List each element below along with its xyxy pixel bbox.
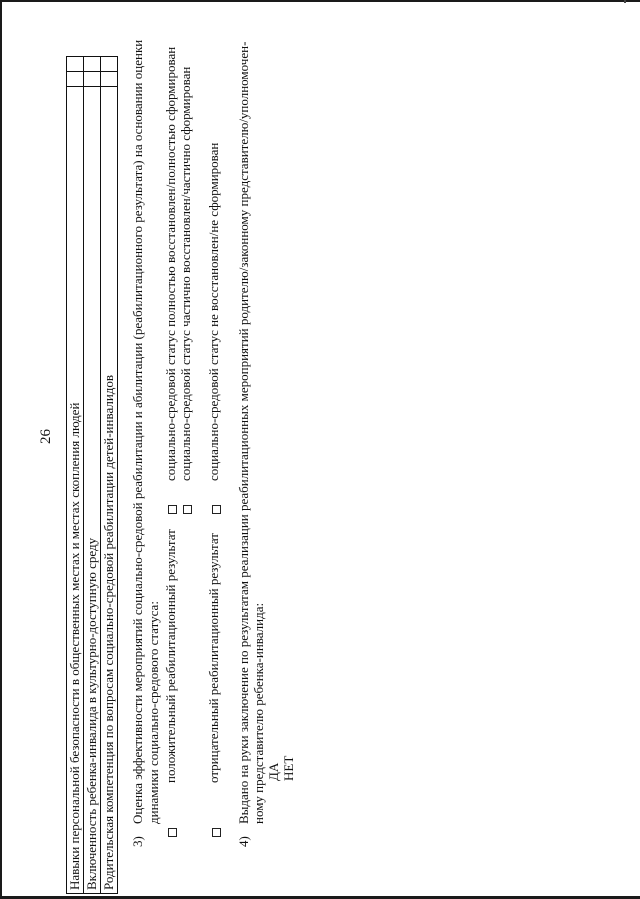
table-cell-mark [101, 57, 118, 72]
table-row [67, 57, 84, 894]
status-partial-checkbox[interactable] [183, 505, 192, 514]
table-cell-mark [67, 57, 84, 72]
yes-option: ДА [266, 762, 281, 781]
table-cell-mark [101, 72, 118, 87]
section4-heading-line2: ному представителю ребенка-инвалида: [251, 602, 266, 824]
status-none-label: социально-средовой статус не восстановлен/не сформирован [206, 142, 221, 481]
status-partial-label: социально-средовой статус частично восстановлен/частично сформирован [178, 66, 193, 481]
section3-heading-line1: Оценка эффективности мероприятий социально-средовой реабилитации и абилитации (реабилитационного результата) на основании оценки [130, 39, 145, 824]
status-full-label: социально-средовой статус полностью восстановлен/полностью сформирован [163, 46, 178, 481]
no-option: НЕТ [281, 755, 296, 781]
table-row [84, 57, 101, 894]
table-cell-mark [84, 57, 101, 72]
section4-heading-line1: Выдано на руки заключение по результатам реализации реабилитационных мероприятий родителю/законному представителю/уполномочен- [236, 41, 251, 824]
table-cell-mark [84, 72, 101, 87]
table-cell-skill: Навыки персональной безопасности в общественных местах и местах скопления людей [67, 87, 84, 894]
negative-result-label: отрицательный реабилитационный результат [206, 533, 221, 783]
section3-heading-line2: динамики социально-средового статуса: [146, 601, 161, 824]
positive-result-checkbox[interactable] [168, 828, 177, 837]
status-full-checkbox[interactable] [168, 505, 177, 514]
table-row [101, 57, 118, 894]
negative-result-checkbox[interactable] [212, 828, 221, 837]
section3-number: 3) [130, 836, 145, 847]
table-cell-skill: Включенность ребенка-инвалида в культурно-доступную среду [84, 87, 101, 894]
section4-number: 4) [236, 836, 251, 847]
skills-table [66, 56, 118, 894]
page-number: 26 [38, 429, 54, 444]
table-cell-mark [67, 72, 84, 87]
status-none-checkbox[interactable] [212, 505, 221, 514]
positive-result-label: положительный реабилитационный результат [163, 529, 178, 783]
table-cell-skill: Родительская компетенция по вопросам социально-средовой реабилитации детей-инвалидов [101, 87, 118, 894]
